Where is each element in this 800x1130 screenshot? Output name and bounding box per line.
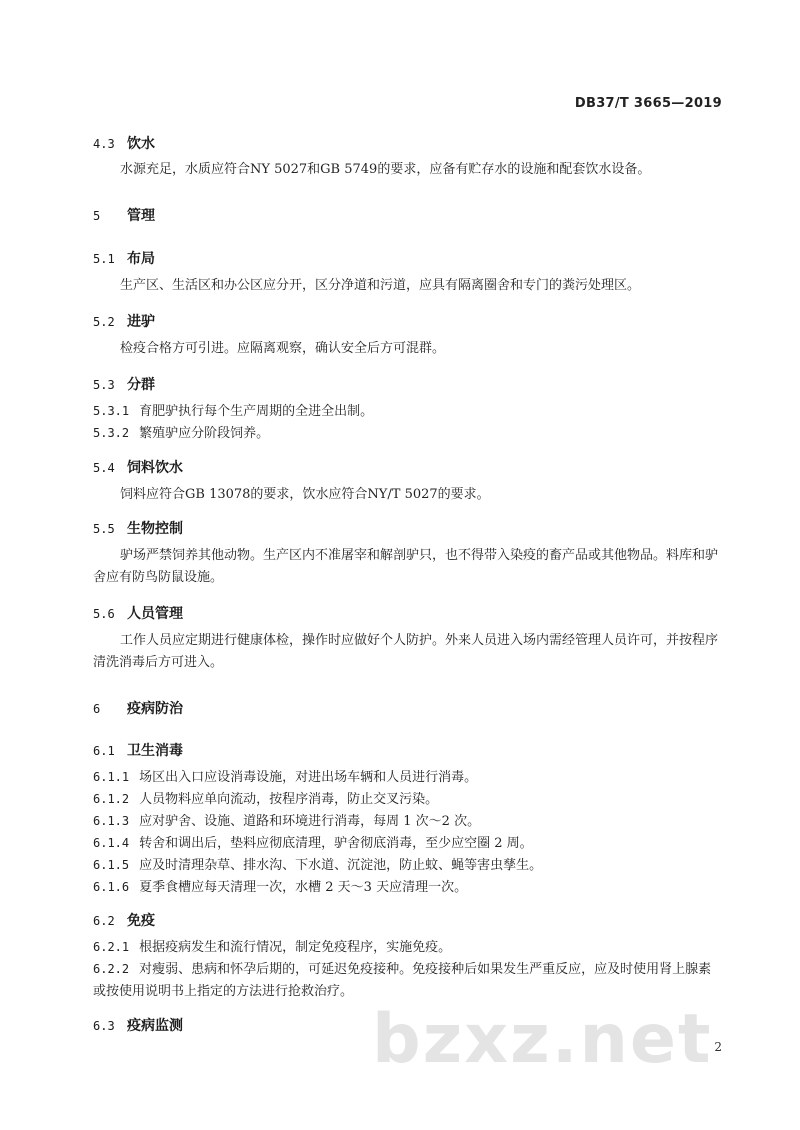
clause-text: 对瘦弱、患病和怀孕后期的，可延迟免疫接种。免疫接种后如果发生严重反应，应及时使用肾上腺素或按使用说明书上指定的方法进行抢救治疗。	[93, 962, 712, 999]
section-title: 人员管理	[127, 606, 183, 622]
clause-number: 5.3.1	[93, 404, 130, 418]
section-number: 5.6	[93, 607, 115, 621]
clause-6-1-1	[93, 766, 723, 789]
clause-number: 6.1.2	[93, 792, 130, 806]
section-title: 疫病监测	[127, 1018, 183, 1034]
section-body-5-2: 检疫合格方可引进。应隔离观察，确认安全后方可混群。	[120, 341, 446, 356]
chapter-heading-5	[93, 205, 155, 225]
clause-6-2-1	[93, 936, 723, 959]
section-title: 生物控制	[127, 521, 183, 537]
section-heading-5-3	[93, 374, 155, 394]
section-heading-6-3	[93, 1015, 183, 1035]
section-body-4-3: 水源充足，水质应符合NY 5027和GB 5749的要求，应备有贮存水的设施和配套饮水设备。	[120, 162, 651, 177]
section-number: 6.2	[93, 914, 115, 928]
clause-text: 人员物料应单向流动，按程序消毒，防止交叉污染。	[139, 792, 439, 807]
page-number: 2	[714, 1040, 722, 1054]
standard-code: DB37/T 3665—2019	[574, 96, 722, 111]
section-number: 5.2	[93, 315, 115, 329]
section-heading-4-3	[93, 133, 155, 153]
chapter-title: 疫病防治	[127, 701, 183, 717]
clause-text: 育肥驴执行每个生产周期的全进全出制。	[139, 404, 374, 419]
section-number: 5.3	[93, 378, 115, 392]
clause-text: 应对驴舍、设施、道路和环境进行消毒，每周 1 次～2 次。	[139, 814, 481, 829]
clause-6-1-2	[93, 788, 723, 811]
section-heading-5-4	[93, 457, 183, 477]
section-title: 卫生消毒	[127, 743, 183, 759]
section-title: 分群	[127, 377, 155, 393]
section-number: 6.3	[93, 1019, 115, 1033]
clause-6-1-4	[93, 832, 723, 855]
section-title: 饲料饮水	[127, 460, 183, 476]
clause-text: 繁殖驴应分阶段饲养。	[139, 426, 270, 441]
clause-number: 6.2.1	[93, 940, 130, 954]
section-title: 布局	[127, 251, 155, 267]
clause-text: 夏季食槽应每天清理一次，水槽 2 天～3 天应清理一次。	[139, 880, 468, 895]
section-title: 免疫	[127, 913, 155, 929]
section-body-5-5: 驴场严禁饲养其他动物。生产区内不准屠宰和解剖驴只，也不得带入染疫的畜产品或其他物品。料库和驴舍应有防鸟防鼠设施。	[93, 548, 719, 585]
clause-number: 6.1.6	[93, 880, 130, 894]
section-heading-6-2	[93, 910, 155, 930]
watermark-text: bzxz.net	[372, 1000, 713, 1079]
clause-text: 场区出入口应设消毒设施，对进出场车辆和人员进行消毒。	[139, 770, 478, 785]
section-number: 5.4	[93, 461, 115, 475]
clause-number: 6.1.4	[93, 836, 130, 850]
section-number: 6.1	[93, 744, 115, 758]
clause-6-1-6	[93, 876, 723, 899]
section-heading-6-1	[93, 740, 183, 760]
clause-text: 应及时清理杂草、排水沟、下水道、沉淀池，防止蚊、蝇等害虫孳生。	[139, 858, 543, 873]
section-body-5-4: 饲料应符合GB 13078的要求，饮水应符合NY/T 5027的要求。	[120, 487, 490, 502]
section-title: 饮水	[127, 136, 155, 152]
clause-number: 6.1.1	[93, 770, 130, 784]
section-heading-5-2	[93, 311, 155, 331]
chapter-heading-6	[93, 698, 183, 718]
clause-number: 6.2.2	[93, 962, 130, 976]
clause-number: 5.3.2	[93, 426, 130, 440]
section-body-5-1: 生产区、生活区和办公区应分开，区分净道和污道，应具有隔离圈舍和专门的粪污处理区。	[120, 278, 641, 293]
section-heading-5-1	[93, 248, 155, 268]
clause-5-3-2	[93, 422, 723, 445]
chapter-title: 管理	[127, 208, 155, 224]
chapter-number: 6	[93, 702, 101, 716]
clause-6-1-3	[93, 810, 723, 833]
clause-5-3-1	[93, 400, 723, 423]
section-title: 进驴	[127, 314, 155, 330]
section-body-5-6: 工作人员应定期进行健康体检，操作时应做好个人防护。外来人员进入场内需经管理人员许可，并按程序清洗消毒后方可进入。	[93, 633, 719, 670]
clause-6-1-5	[93, 854, 723, 877]
section-heading-5-6	[93, 603, 183, 623]
section-number: 4.3	[93, 137, 115, 151]
clause-number: 6.1.3	[93, 814, 130, 828]
section-number: 5.1	[93, 252, 115, 266]
clause-text: 根据疫病发生和流行情况，制定免疫程序，实施免疫。	[139, 940, 452, 955]
section-heading-5-5	[93, 518, 183, 538]
chapter-number: 5	[93, 209, 101, 223]
clause-number: 6.1.5	[93, 858, 130, 872]
clause-text: 转舍和调出后，垫料应彻底清理，驴舍彻底消毒，至少应空圈 2 周。	[139, 836, 533, 851]
section-number: 5.5	[93, 522, 115, 536]
clause-6-2-2	[93, 958, 723, 1003]
